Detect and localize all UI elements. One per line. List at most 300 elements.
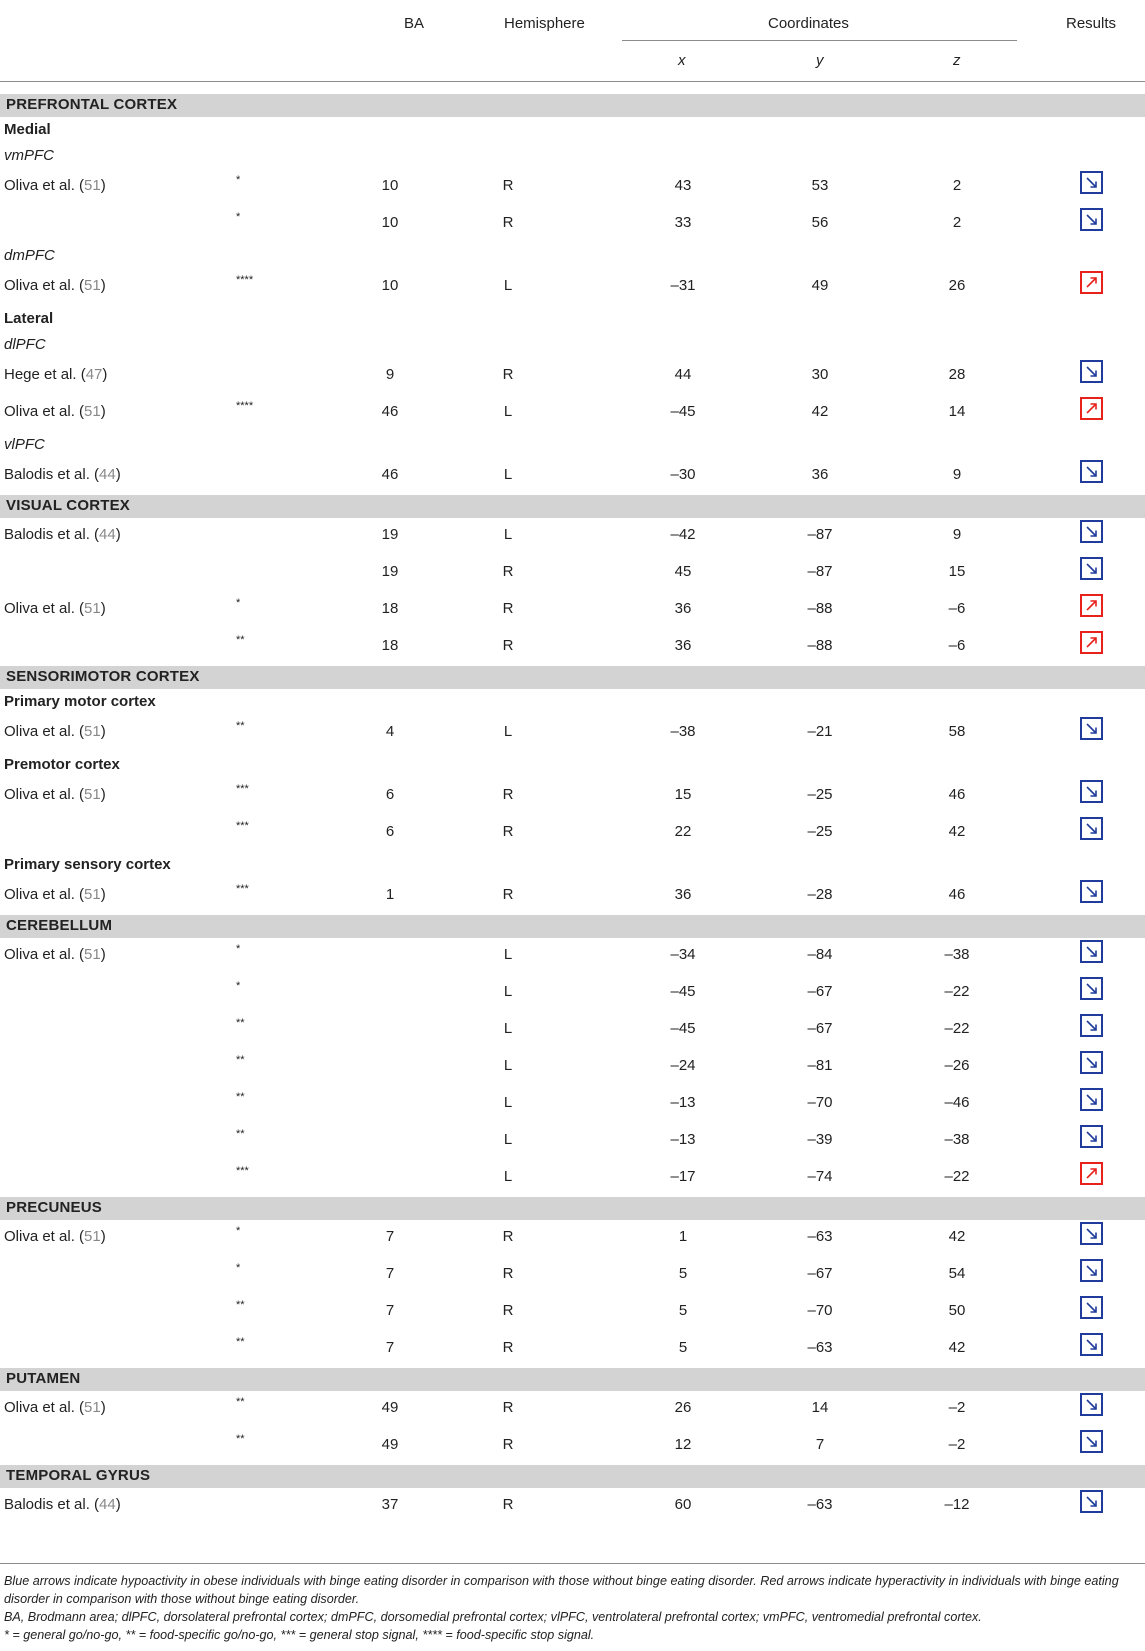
hemisphere-cell: R (502, 1496, 514, 1513)
section-row (0, 495, 1145, 518)
study-cell (4, 723, 106, 740)
study-close: ) (115, 526, 121, 543)
coord-z-cell: 46 (948, 786, 966, 803)
hemisphere-cell: L (503, 1131, 513, 1148)
table-row (0, 778, 1145, 815)
reference-link[interactable]: 51 (84, 403, 101, 420)
hypoactivity-arrow-icon (1080, 1259, 1103, 1282)
study-author: Oliva et al. ( (4, 946, 85, 963)
coord-y-cell: 42 (811, 403, 829, 420)
table-row (0, 169, 1145, 206)
coord-x-cell: –45 (670, 403, 696, 420)
ba-cell: 1 (385, 886, 395, 903)
subregion-label: dlPFC (4, 336, 46, 353)
hemisphere-cell: L (503, 526, 513, 543)
coord-y-cell: –67 (807, 1020, 833, 1037)
table-row (0, 269, 1145, 306)
ba-cell: 7 (385, 1228, 395, 1245)
task-marker: ** (236, 1054, 245, 1066)
task-marker: ** (236, 1299, 245, 1311)
section-row (0, 915, 1145, 938)
hypoactivity-arrow-icon (1080, 1333, 1103, 1356)
coord-y-cell: 56 (811, 214, 829, 231)
task-marker: ** (236, 634, 245, 646)
coord-y-cell: 14 (811, 1399, 829, 1416)
study-cell (4, 1399, 106, 1416)
hemisphere-cell: R (502, 1399, 514, 1416)
study-cell (4, 466, 121, 483)
task-marker: *** (236, 783, 249, 795)
study-author: Oliva et al. ( (4, 1399, 85, 1416)
ba-cell: 7 (385, 1302, 395, 1319)
task-marker: * (236, 597, 241, 609)
hypoactivity-arrow-icon (1080, 1125, 1103, 1148)
table-row (0, 1294, 1145, 1331)
coord-y-cell: –74 (807, 1168, 833, 1185)
reference-link[interactable]: 51 (84, 886, 101, 903)
coord-z-cell: 46 (948, 886, 966, 903)
task-marker: ** (236, 1396, 245, 1408)
coord-y-cell: –70 (807, 1302, 833, 1319)
table-row (0, 1331, 1145, 1368)
coord-x-cell: –31 (670, 277, 696, 294)
study-cell (4, 526, 121, 543)
section-label: VISUAL CORTEX (6, 497, 131, 514)
subregion-row (0, 143, 1145, 169)
study-author: Oliva et al. ( (4, 886, 85, 903)
reference-link[interactable]: 51 (84, 723, 101, 740)
hemisphere-cell: L (503, 1168, 513, 1185)
table-row (0, 1086, 1145, 1123)
header-coordinates: Coordinates (768, 15, 849, 32)
ba-cell: 4 (385, 723, 395, 740)
hypoactivity-arrow-icon (1080, 1088, 1103, 1111)
header-y: y (816, 52, 824, 69)
study-close: ) (100, 723, 106, 740)
hypoactivity-arrow-icon (1080, 1430, 1103, 1453)
hyperactivity-arrow-icon (1080, 397, 1103, 420)
coord-z-cell: –22 (944, 1168, 970, 1185)
coord-y-cell: –70 (807, 1094, 833, 1111)
study-close: ) (115, 466, 121, 483)
subheading-label: Primary motor cortex (4, 693, 156, 710)
subregion-row (0, 332, 1145, 358)
coord-x-cell: 1 (678, 1228, 688, 1245)
table-row (0, 395, 1145, 432)
task-marker: * (236, 211, 241, 223)
study-close: ) (100, 886, 106, 903)
header-ba: BA (404, 15, 425, 32)
reference-link[interactable]: 44 (99, 1496, 116, 1513)
task-marker: ** (236, 1433, 245, 1445)
coord-z-cell: 42 (948, 1339, 966, 1356)
hypoactivity-arrow-icon (1080, 557, 1103, 580)
note-tasks: * = general go/no-go, ** = food-specific go/no-go, *** = general stop signal, **** = food-specific stop signal. (4, 1628, 595, 1642)
coord-y-cell: –87 (807, 526, 833, 543)
coord-z-cell: 42 (948, 823, 966, 840)
coord-z-cell: 15 (948, 563, 966, 580)
subheading-row (0, 117, 1145, 143)
table-row (0, 206, 1145, 243)
section-label: PRECUNEUS (6, 1199, 102, 1216)
hemisphere-cell: R (502, 563, 514, 580)
study-close: ) (100, 786, 106, 803)
ba-cell: 7 (385, 1339, 395, 1356)
footer-rule (0, 1563, 1145, 1564)
coord-z-cell: 9 (952, 466, 962, 483)
task-marker: ** (236, 1017, 245, 1029)
subheading-label: Medial (4, 121, 51, 138)
study-close: ) (102, 366, 108, 383)
ba-cell: 9 (385, 366, 395, 383)
coord-z-cell: 54 (948, 1265, 966, 1282)
section-row (0, 1368, 1145, 1391)
table-row (0, 1220, 1145, 1257)
coord-x-cell: 36 (674, 600, 692, 617)
table-row (0, 815, 1145, 852)
hemisphere-cell: R (502, 1339, 514, 1356)
section-row (0, 666, 1145, 689)
ba-cell: 10 (381, 277, 399, 294)
coord-z-cell: 14 (948, 403, 966, 420)
hemisphere-cell: R (502, 600, 514, 617)
hemisphere-cell: R (502, 1302, 514, 1319)
hypoactivity-arrow-icon (1080, 460, 1103, 483)
task-marker: * (236, 174, 241, 186)
hypoactivity-arrow-icon (1080, 940, 1103, 963)
hemisphere-cell: L (503, 403, 513, 420)
table-row (0, 592, 1145, 629)
study-cell (4, 277, 106, 294)
coord-x-cell: –42 (670, 526, 696, 543)
reference-link[interactable]: 47 (85, 366, 103, 383)
coord-x-cell: 45 (674, 563, 692, 580)
task-marker: **** (236, 400, 254, 412)
note-arrows: Blue arrows indicate hypoactivity in obese individuals with binge eating disorder in comparison with those without binge eating disorder. Red arrows indicate hyperactivity in individuals with binge eating disorder in comparison with those without binge eating disorder. (4, 1574, 1119, 1606)
hypoactivity-arrow-icon (1080, 1051, 1103, 1074)
table-row (0, 938, 1145, 975)
study-cell (4, 600, 106, 617)
hypoactivity-arrow-icon (1080, 171, 1103, 194)
section-label: PUTAMEN (6, 1370, 81, 1387)
header-hemisphere: Hemisphere (504, 15, 585, 32)
ba-cell: 49 (381, 1436, 399, 1453)
study-close: ) (100, 277, 106, 294)
coord-z-cell: –6 (948, 600, 966, 617)
subregion-label: vmPFC (4, 147, 54, 164)
table-row (0, 1160, 1145, 1197)
hemisphere-cell: R (502, 886, 514, 903)
table-row (0, 715, 1145, 752)
task-marker: *** (236, 820, 249, 832)
study-close: ) (100, 177, 106, 194)
study-author: Oliva et al. ( (4, 277, 85, 294)
coord-y-cell: –25 (807, 786, 833, 803)
hemisphere-cell: R (502, 637, 514, 654)
coord-y-cell: –21 (807, 723, 833, 740)
coord-y-cell: –84 (807, 946, 833, 963)
hemisphere-cell: R (502, 177, 514, 194)
study-author: Oliva et al. ( (4, 1228, 85, 1245)
hypoactivity-arrow-icon (1080, 360, 1103, 383)
study-cell (4, 886, 106, 903)
ba-cell: 49 (381, 1399, 399, 1416)
reference-link[interactable]: 51 (84, 786, 101, 803)
section-label: CEREBELLUM (6, 917, 113, 934)
coord-z-cell: 2 (952, 214, 962, 231)
coord-y-cell: –67 (807, 983, 833, 1000)
study-cell (4, 786, 106, 803)
hemisphere-cell: R (502, 1228, 514, 1245)
table-row (0, 1488, 1145, 1525)
coord-x-cell: 5 (678, 1265, 688, 1282)
coord-y-cell: 30 (811, 366, 829, 383)
coord-y-cell: –63 (807, 1496, 833, 1513)
section-label: SENSORIMOTOR CORTEX (6, 668, 200, 685)
study-close: ) (100, 403, 106, 420)
coord-y-cell: –88 (807, 600, 833, 617)
hyperactivity-arrow-icon (1080, 594, 1103, 617)
table-row (0, 629, 1145, 666)
table-notes (4, 1572, 1142, 1644)
hypoactivity-arrow-icon (1080, 977, 1103, 1000)
subregion-row (0, 432, 1145, 458)
hypoactivity-arrow-icon (1080, 1296, 1103, 1319)
study-cell (4, 403, 106, 420)
coord-z-cell: –38 (944, 946, 970, 963)
ba-cell: 37 (381, 1496, 399, 1513)
coord-y-cell: –39 (807, 1131, 833, 1148)
hypoactivity-arrow-icon (1080, 520, 1103, 543)
coord-x-cell: 15 (674, 786, 692, 803)
ba-cell: 6 (385, 823, 395, 840)
coord-z-cell: –2 (948, 1436, 966, 1453)
coord-x-cell: 43 (674, 177, 692, 194)
table-row (0, 1012, 1145, 1049)
coord-x-cell: 36 (674, 637, 692, 654)
coord-z-cell: –22 (944, 983, 970, 1000)
coord-z-cell: 2 (952, 177, 962, 194)
subheading-row (0, 689, 1145, 715)
table-body (0, 94, 1145, 1525)
study-close: ) (100, 1228, 106, 1245)
subregion-row (0, 243, 1145, 269)
section-label: PREFRONTAL CORTEX (6, 96, 178, 113)
hypoactivity-arrow-icon (1080, 208, 1103, 231)
subheading-label: Premotor cortex (4, 756, 120, 773)
hemisphere-cell: R (502, 1436, 514, 1453)
section-row (0, 1197, 1145, 1220)
section-row (0, 1465, 1145, 1488)
coord-x-cell: 12 (674, 1436, 692, 1453)
ba-cell: 7 (385, 1265, 395, 1282)
ba-cell: 10 (381, 177, 399, 194)
coord-y-cell: –87 (807, 563, 833, 580)
table-row (0, 975, 1145, 1012)
study-author: Balodis et al. ( (4, 1496, 100, 1513)
task-marker: ** (236, 720, 245, 732)
table-row (0, 555, 1145, 592)
hemisphere-cell: L (503, 1094, 513, 1111)
table-row (0, 458, 1145, 495)
reference-link[interactable]: 51 (84, 1399, 101, 1416)
hemisphere-cell: L (503, 1020, 513, 1037)
study-close: ) (100, 600, 106, 617)
coord-y-cell: –88 (807, 637, 833, 654)
hemisphere-cell: L (503, 946, 513, 963)
study-cell (4, 1228, 106, 1245)
hyperactivity-arrow-icon (1080, 631, 1103, 654)
study-cell (4, 946, 106, 963)
coord-x-cell: –30 (670, 466, 696, 483)
coord-z-cell: –26 (944, 1057, 970, 1074)
study-author: Oliva et al. ( (4, 403, 85, 420)
coord-x-cell: –13 (670, 1131, 696, 1148)
hypoactivity-arrow-icon (1080, 1490, 1103, 1513)
coord-x-cell: 60 (674, 1496, 692, 1513)
note-abbreviations: BA, Brodmann area; dlPFC, dorsolateral prefrontal cortex; dmPFC, dorsomedial prefrontal cortex; vlPFC, ventrolateral prefrontal cortex; vmPFC, ventromedial prefrontal cortex. (4, 1610, 982, 1624)
subheading-row (0, 852, 1145, 878)
coord-x-cell: –24 (670, 1057, 696, 1074)
coord-y-cell: –63 (807, 1228, 833, 1245)
reference-link[interactable]: 51 (84, 177, 101, 194)
study-author: Oliva et al. ( (4, 600, 85, 617)
study-author: Oliva et al. ( (4, 723, 85, 740)
subheading-label: Primary sensory cortex (4, 856, 171, 873)
section-row (0, 94, 1145, 117)
coord-x-cell: –13 (670, 1094, 696, 1111)
task-marker: * (236, 1225, 241, 1237)
hemisphere-cell: L (503, 466, 513, 483)
study-author: Oliva et al. ( (4, 786, 85, 803)
coord-y-cell: 7 (815, 1436, 825, 1453)
table-row (0, 1257, 1145, 1294)
task-marker: * (236, 1262, 241, 1274)
hyperactivity-arrow-icon (1080, 271, 1103, 294)
hypoactivity-arrow-icon (1080, 1393, 1103, 1416)
hemisphere-cell: L (503, 723, 513, 740)
header-results: Results (1066, 15, 1117, 32)
coord-y-cell: –81 (807, 1057, 833, 1074)
table-row (0, 1391, 1145, 1428)
study-close: ) (100, 946, 106, 963)
task-marker: **** (236, 274, 254, 286)
coord-z-cell: –12 (944, 1496, 970, 1513)
coord-x-cell: –38 (670, 723, 696, 740)
table-row (0, 1049, 1145, 1086)
coord-y-cell: –67 (807, 1265, 833, 1282)
coord-z-cell: –6 (948, 637, 966, 654)
ba-cell: 10 (381, 214, 399, 231)
hyperactivity-arrow-icon (1080, 1162, 1103, 1185)
table-row (0, 518, 1145, 555)
study-cell (4, 366, 107, 383)
study-author: Hege et al. ( (4, 366, 86, 383)
coord-y-cell: 53 (811, 177, 829, 194)
coord-y-cell: –28 (807, 886, 833, 903)
table-row (0, 878, 1145, 915)
reference-link[interactable]: 44 (99, 466, 116, 483)
section-label: TEMPORAL GYRUS (6, 1467, 151, 1484)
ba-cell: 19 (381, 563, 399, 580)
subheading-row (0, 752, 1145, 778)
ba-cell: 18 (381, 637, 399, 654)
subregion-label: dmPFC (4, 247, 55, 264)
task-marker: *** (236, 883, 249, 895)
reference-link[interactable]: 51 (84, 600, 101, 617)
table-row (0, 1428, 1145, 1465)
coord-z-cell: –2 (948, 1399, 966, 1416)
hypoactivity-arrow-icon (1080, 817, 1103, 840)
coord-x-cell: –45 (670, 983, 696, 1000)
coord-x-cell: 26 (674, 1399, 692, 1416)
study-cell (4, 1496, 121, 1513)
task-marker: *** (236, 1165, 249, 1177)
hemisphere-cell: R (502, 786, 514, 803)
coord-y-cell: –63 (807, 1339, 833, 1356)
header-x: x (678, 52, 686, 69)
hemisphere-cell: R (502, 823, 514, 840)
coord-z-cell: –46 (944, 1094, 970, 1111)
coord-z-cell: 26 (948, 277, 966, 294)
coord-y-cell: 36 (811, 466, 829, 483)
reference-link[interactable]: 51 (84, 1228, 101, 1245)
hemisphere-cell: L (503, 983, 513, 1000)
coord-x-cell: 36 (674, 886, 692, 903)
hypoactivity-arrow-icon (1080, 1014, 1103, 1037)
task-marker: * (236, 980, 241, 992)
reference-link[interactable]: 44 (99, 526, 116, 543)
header-z: z (953, 52, 961, 69)
hypoactivity-arrow-icon (1080, 1222, 1103, 1245)
hemisphere-cell: R (502, 214, 514, 231)
table-row (0, 358, 1145, 395)
coord-y-cell: –25 (807, 823, 833, 840)
coord-z-cell: 28 (948, 366, 966, 383)
coord-x-cell: 44 (674, 366, 692, 383)
coord-z-cell: –22 (944, 1020, 970, 1037)
coord-x-cell: 5 (678, 1302, 688, 1319)
task-marker: ** (236, 1128, 245, 1140)
ba-cell: 18 (381, 600, 399, 617)
coord-z-cell: –38 (944, 1131, 970, 1148)
subheading-label: Lateral (4, 310, 54, 327)
table-header (0, 0, 1145, 82)
subregion-label: vlPFC (4, 436, 45, 453)
task-marker: ** (236, 1336, 245, 1348)
coord-x-cell: –17 (670, 1168, 696, 1185)
coord-x-cell: –34 (670, 946, 696, 963)
coord-y-cell: 49 (811, 277, 829, 294)
study-author: Oliva et al. ( (4, 177, 85, 194)
reference-link[interactable]: 51 (84, 946, 101, 963)
subheading-row (0, 306, 1145, 332)
ba-cell: 19 (381, 526, 399, 543)
ba-cell: 46 (381, 466, 399, 483)
hemisphere-cell: R (502, 1265, 514, 1282)
ba-cell: 46 (381, 403, 399, 420)
coord-x-cell: 33 (674, 214, 692, 231)
study-close: ) (115, 1496, 121, 1513)
study-close: ) (100, 1399, 106, 1416)
hemisphere-cell: R (502, 366, 514, 383)
reference-link[interactable]: 51 (84, 277, 101, 294)
coord-z-cell: 50 (948, 1302, 966, 1319)
coord-x-cell: 22 (674, 823, 692, 840)
coordinates-rule (622, 40, 1017, 41)
hemisphere-cell: L (503, 277, 513, 294)
coord-x-cell: –45 (670, 1020, 696, 1037)
